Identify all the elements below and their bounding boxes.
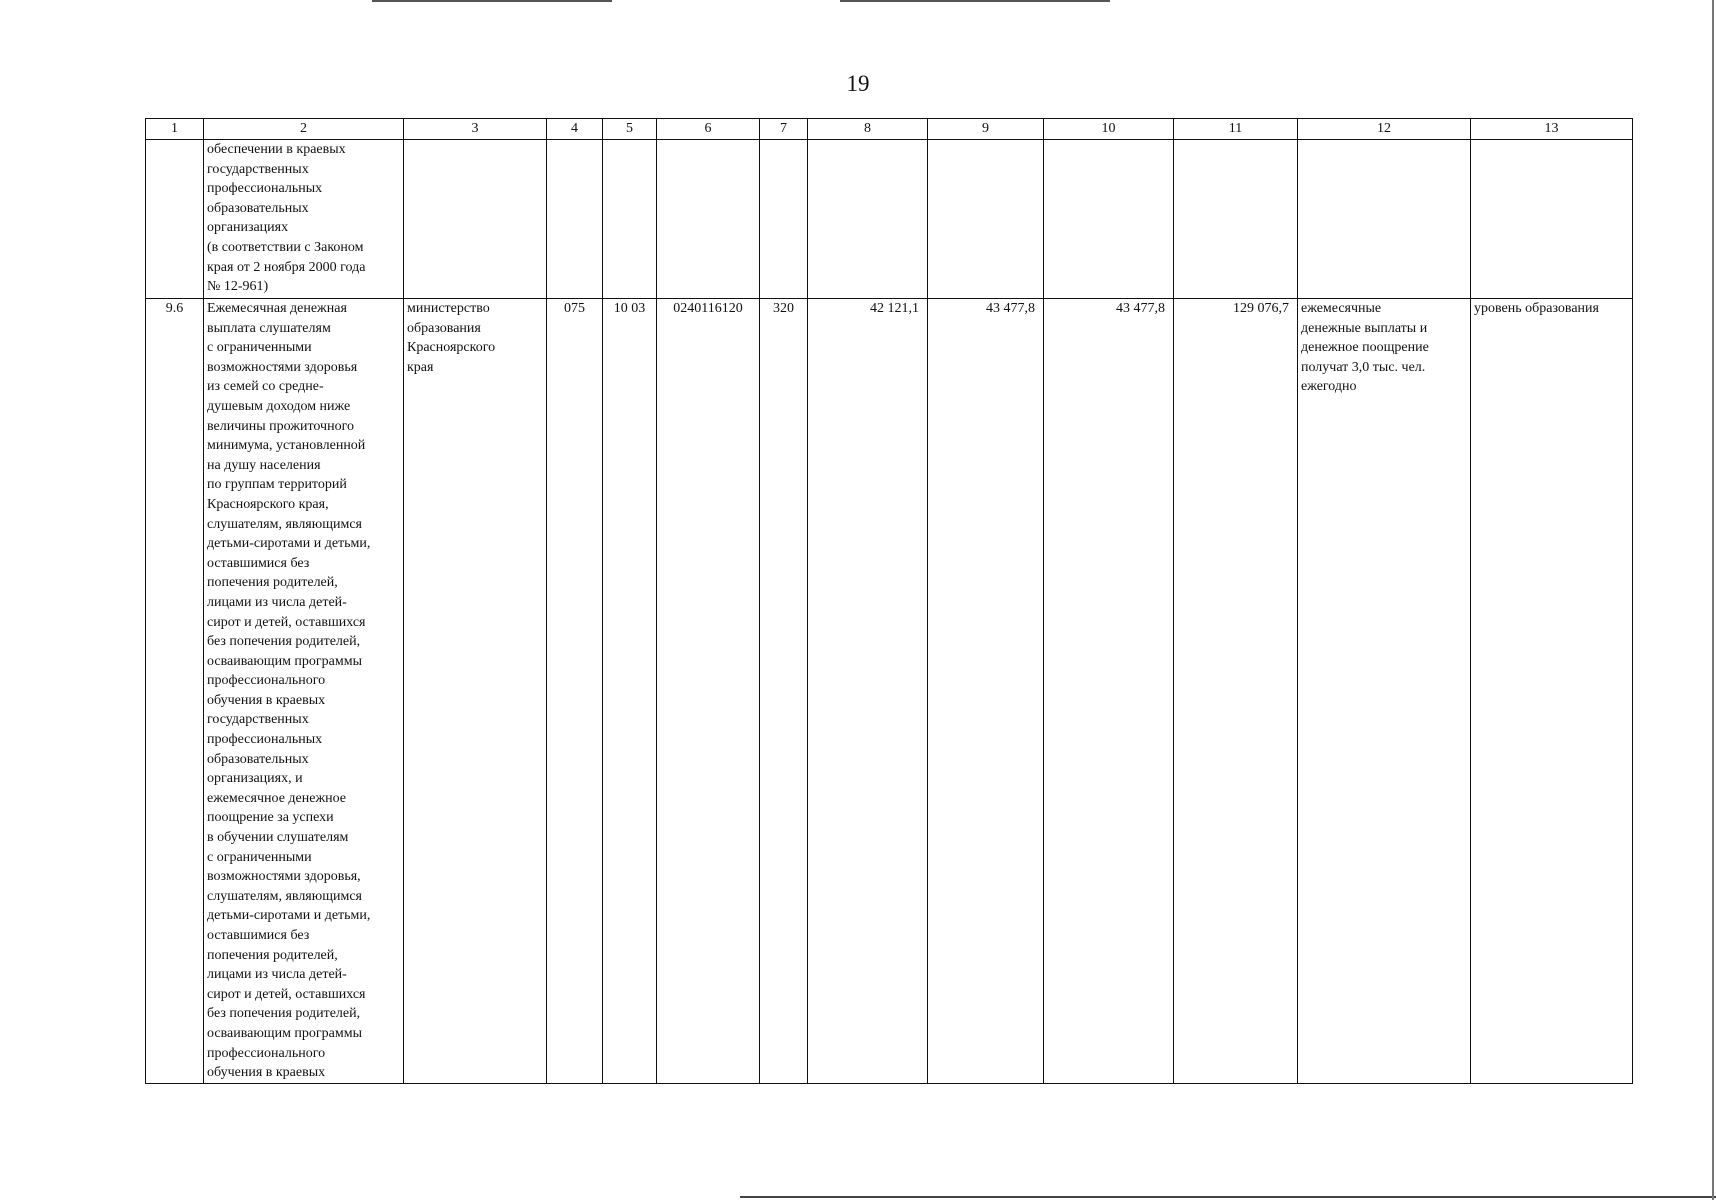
header-cell-1: 1 <box>146 119 204 140</box>
header-cell-2: 2 <box>204 119 404 140</box>
top-scan-line-right <box>840 0 1110 2</box>
cont-cell-11 <box>1174 140 1298 299</box>
header-cell-9: 9 <box>928 119 1044 140</box>
row-number-cell: 9.6 <box>146 299 204 1084</box>
header-cell-11: 11 <box>1174 119 1298 140</box>
cont-cell-1 <box>146 140 204 299</box>
cont-cell-6 <box>657 140 760 299</box>
cont-cell-12 <box>1298 140 1471 299</box>
row-year1-cell: 42 121,1 <box>808 299 928 1084</box>
cont-cell-3 <box>404 140 547 299</box>
header-cell-5: 5 <box>603 119 657 140</box>
row-description-cell: Ежемесячная денежная выплата слушателям с ограниченными возможностями здоровья из семей со средне- душевым доходом ниже величины прожиточного минимума, установленной на душу населения по группам территорий Красноярского края, слушателям, являющимся детьми-сиротами и детьми, оставшимися без попечения родителей, лицами из числа детей- сирот и детей, оставшихся без попечения родителей, осваивающим программы профессионального обучения в краевых государственных профессиональных образовательных организациях, и ежемесячное денежное поощрение за успехи в обучении слушателям с ограниченными возможностями здоровья, слушателям, являющимся детьми-сиротами и детьми, оставшимися без попечения родителей, лицами из числа детей- сирот и детей, оставшихся без попечения родителей, осваивающим программы профессионального обучения в краевых <box>204 299 404 1084</box>
row-executor-cell: министерство образования Красноярского края <box>404 299 547 1084</box>
row-csr-cell: 0240116120 <box>657 299 760 1084</box>
budget-table <box>145 118 1633 1084</box>
header-cell-3: 3 <box>404 119 547 140</box>
header-cell-13: 13 <box>1471 119 1633 140</box>
cont-cell-8 <box>808 140 928 299</box>
cont-description-cell: обеспечении в краевых государственных профессиональных образовательных организациях (в соответствии с Законом края от 2 ноября 2000 года № 12-961) <box>204 140 404 299</box>
cont-cell-13 <box>1471 140 1633 299</box>
right-scan-edge <box>1712 0 1714 1200</box>
row-indicator-cell: уровень образования <box>1471 299 1633 1084</box>
row-grbs-cell: 075 <box>547 299 603 1084</box>
header-cell-12: 12 <box>1298 119 1471 140</box>
cont-cell-5 <box>603 140 657 299</box>
table-header-row <box>146 119 1633 140</box>
cont-cell-7 <box>760 140 808 299</box>
continuation-row <box>146 140 1633 299</box>
header-cell-10: 10 <box>1044 119 1174 140</box>
header-cell-4: 4 <box>547 119 603 140</box>
row-year2-cell: 43 477,8 <box>928 299 1044 1084</box>
row-total-cell: 129 076,7 <box>1174 299 1298 1084</box>
row-rzpr-cell: 10 03 <box>603 299 657 1084</box>
table-row-9-6 <box>146 299 1633 1084</box>
cont-cell-9 <box>928 140 1044 299</box>
header-cell-8: 8 <box>808 119 928 140</box>
header-cell-6: 6 <box>657 119 760 140</box>
cont-cell-10 <box>1044 140 1174 299</box>
cont-cell-4 <box>547 140 603 299</box>
row-vr-cell: 320 <box>760 299 808 1084</box>
row-expected-result-cell: ежемесячные денежные выплаты и денежное поощрение получат 3,0 тыс. чел. ежегодно <box>1298 299 1471 1084</box>
header-cell-7: 7 <box>760 119 808 140</box>
page-number: 19 <box>846 71 870 96</box>
bottom-scan-line <box>740 1196 1716 1198</box>
row-year3-cell: 43 477,8 <box>1044 299 1174 1084</box>
top-scan-line-left <box>372 0 612 2</box>
